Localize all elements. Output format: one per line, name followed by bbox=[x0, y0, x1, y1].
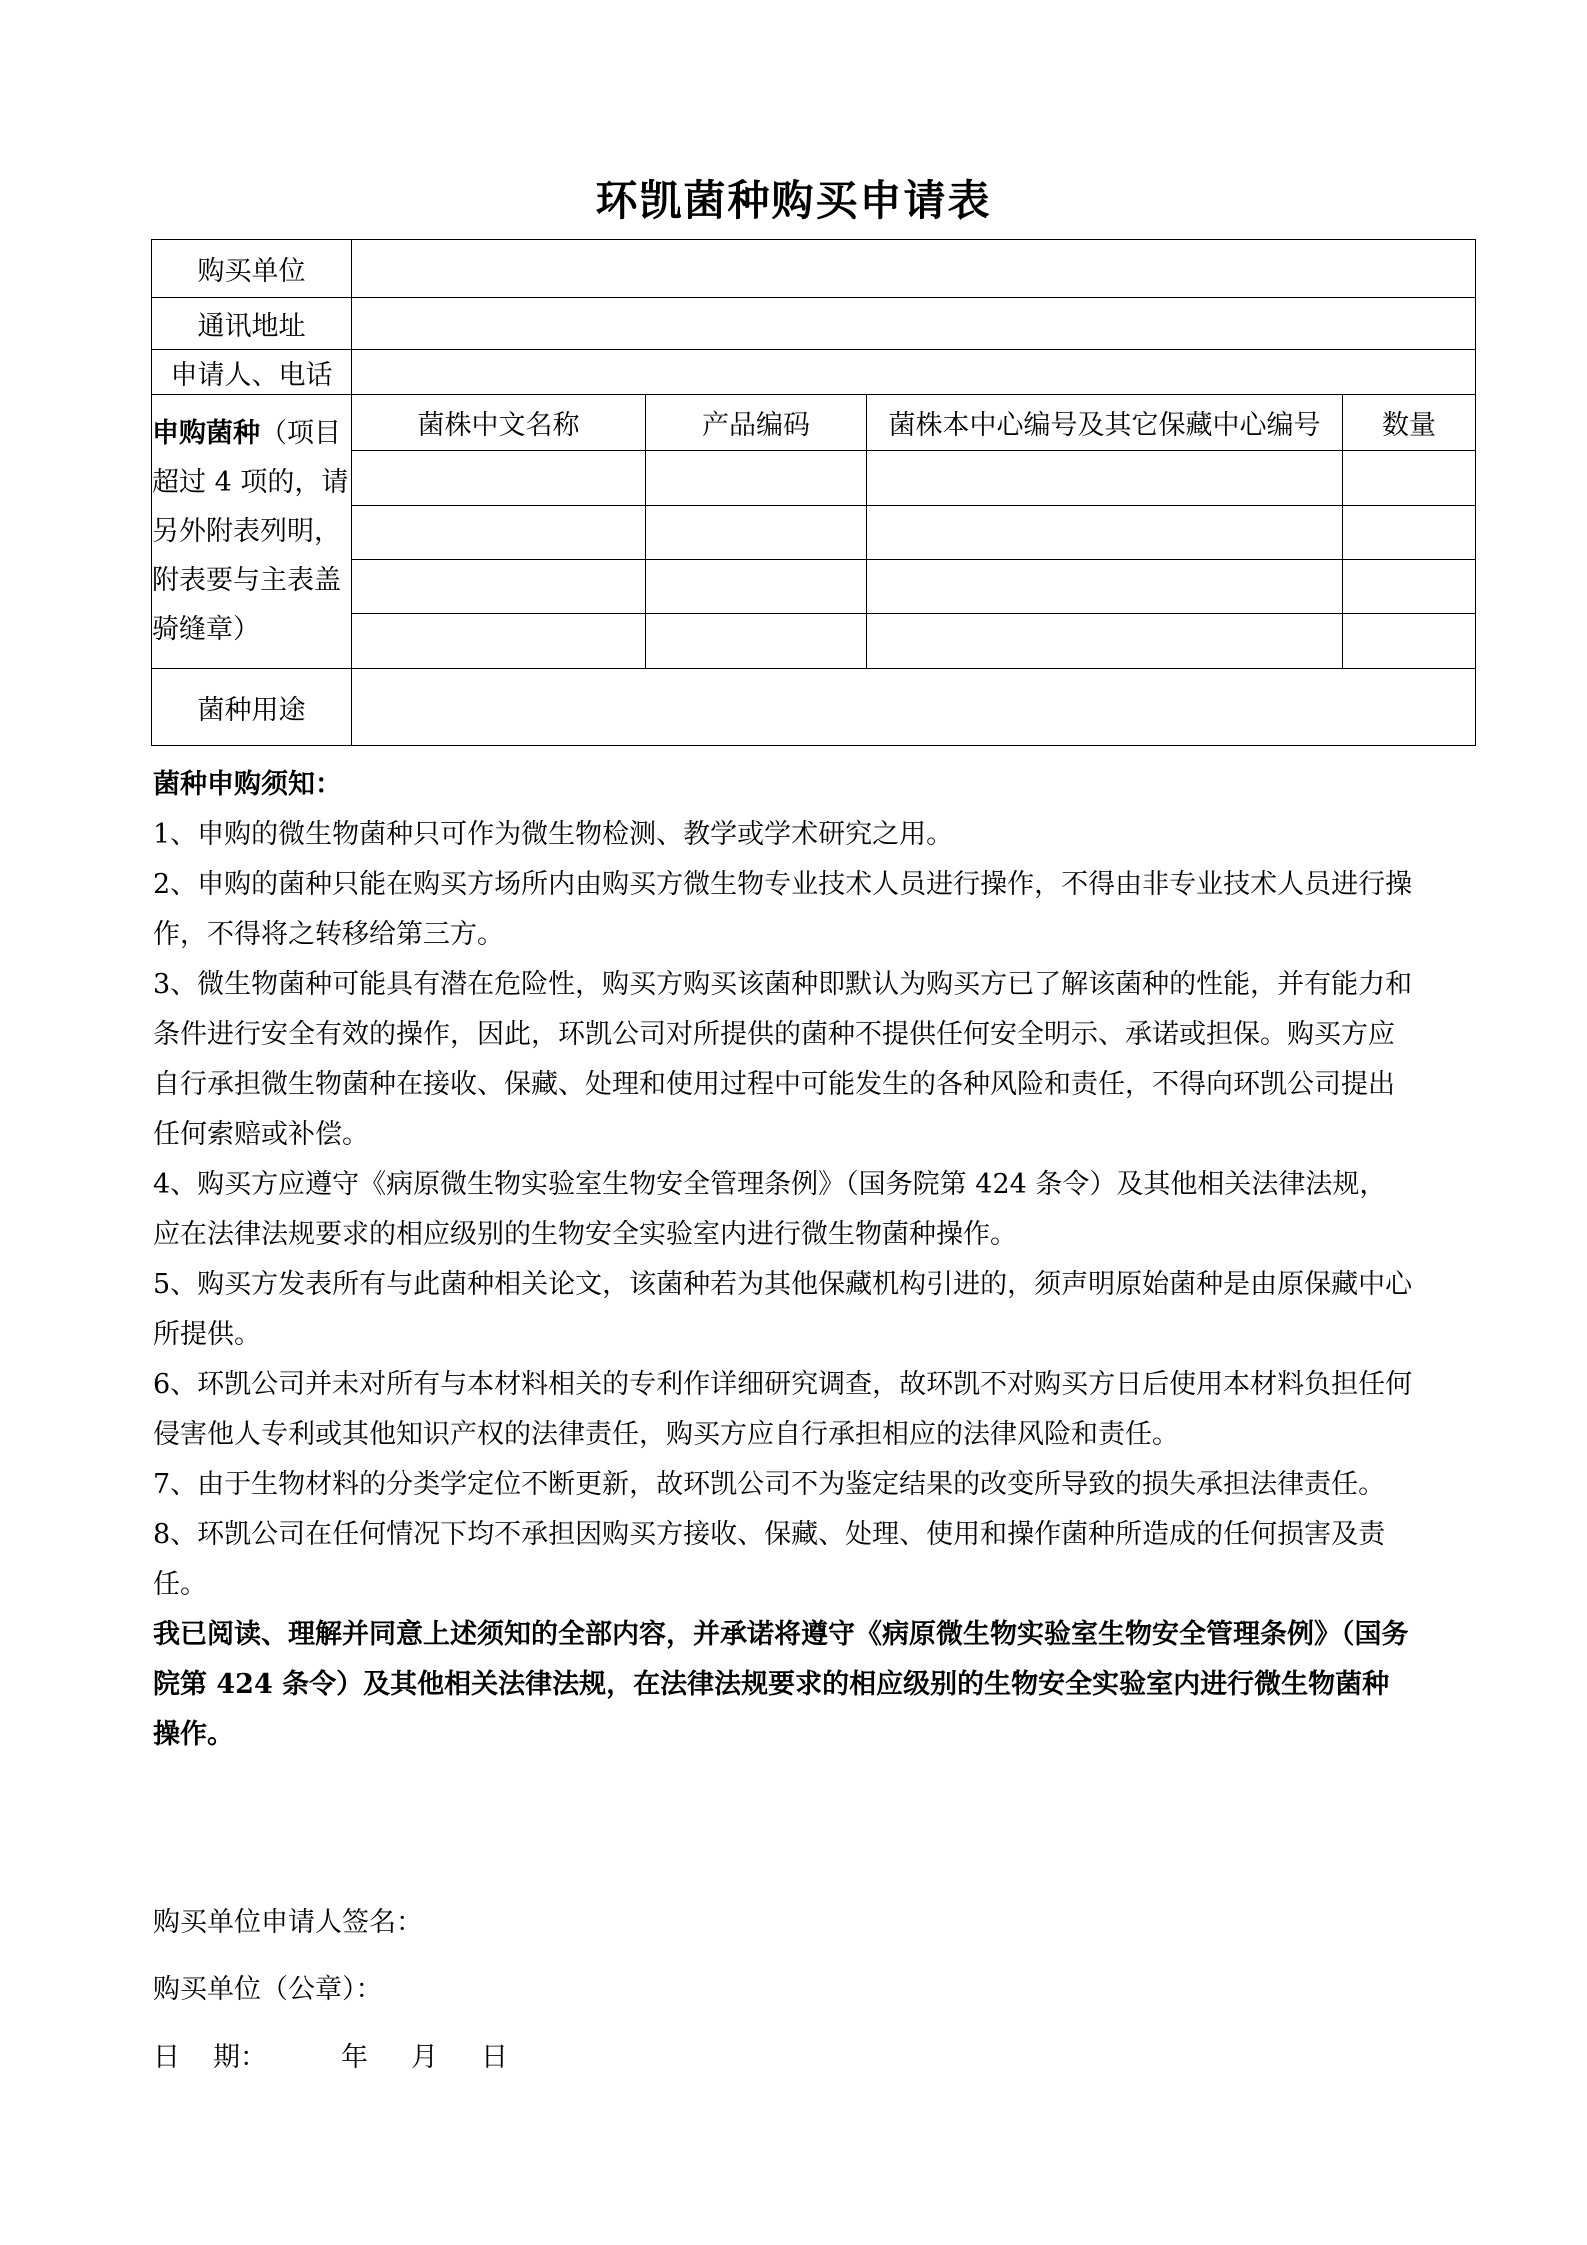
notice-heading: 菌种申购须知： bbox=[153, 769, 342, 800]
unit-seal-line bbox=[153, 1967, 683, 2006]
applicant-phone-row bbox=[152, 350, 1476, 395]
strain-number-cell[interactable] bbox=[867, 506, 1343, 560]
species-name-cell[interactable] bbox=[352, 560, 646, 614]
applicant-signature-label: 购买单位申请人签名： bbox=[153, 1907, 423, 1938]
address-label: 通讯地址 bbox=[152, 298, 352, 350]
species-label-bold: 申购菌种 bbox=[152, 418, 260, 449]
date-year-label: 年 bbox=[341, 2042, 368, 2073]
strain-number-cell[interactable] bbox=[867, 451, 1343, 506]
usage-label: 菌种用途 bbox=[152, 669, 352, 746]
species-label-note: （项目超过 4 项的，请另外附表列明，附表要与主表盖骑缝章） bbox=[152, 418, 349, 645]
applicant-signature-field[interactable] bbox=[423, 1909, 723, 1939]
notice-item: 1、申购的微生物菌种只可作为微生物检测、教学或学术研究之用。 bbox=[153, 819, 954, 850]
address-field[interactable] bbox=[352, 298, 1476, 350]
unit-seal-field[interactable] bbox=[383, 1976, 683, 2006]
quantity-cell[interactable] bbox=[1343, 614, 1476, 669]
applicant-phone-label: 申请人、电话 bbox=[152, 350, 352, 395]
buyer-unit-row bbox=[152, 240, 1476, 298]
application-form-table bbox=[151, 239, 1476, 746]
quantity-cell[interactable] bbox=[1343, 451, 1476, 506]
notice-item: 5、购买方发表所有与此菌种相关论文，该菌种若为其他保藏机构引进的，须声明原始菌种是由原保藏中心所提供。 bbox=[153, 1269, 1413, 1350]
column-header-quantity: 数量 bbox=[1343, 395, 1476, 451]
buyer-unit-field[interactable] bbox=[352, 240, 1476, 298]
date-label-char-1: 日 bbox=[153, 2042, 180, 2073]
notice-item: 2、申购的菌种只能在购买方场所内由购买方微生物专业技术人员进行操作，不得由非专业技术人员进行操作，不得将之转移给第三方。 bbox=[153, 869, 1413, 950]
applicant-signature-line bbox=[153, 1900, 723, 1939]
notice-item: 4、购买方应遵守《病原微生物实验室生物安全管理条例》（国务院第 424 条令）及其他相关法律法规，应在法律法规要求的相应级别的生物安全实验室内进行微生物菌种操作。 bbox=[153, 1169, 1387, 1250]
purchase-notice bbox=[153, 760, 1413, 1760]
date-month-label: 月 bbox=[411, 2042, 438, 2073]
product-code-cell[interactable] bbox=[646, 560, 867, 614]
quantity-cell[interactable] bbox=[1343, 506, 1476, 560]
date-label-char-2: 期： bbox=[213, 2042, 267, 2073]
column-header-code: 产品编码 bbox=[646, 395, 867, 451]
strain-number-cell[interactable] bbox=[867, 614, 1343, 669]
species-name-cell[interactable] bbox=[352, 506, 646, 560]
usage-field[interactable] bbox=[352, 669, 1476, 746]
buyer-unit-label: 购买单位 bbox=[152, 240, 352, 298]
column-header-name: 菌株中文名称 bbox=[352, 395, 646, 451]
date-day-label: 日 bbox=[481, 2042, 508, 2073]
species-name-cell[interactable] bbox=[352, 451, 646, 506]
notice-item: 3、微生物菌种可能具有潜在危险性，购买方购买该菌种即默认为购买方已了解该菌种的性能，并有能力和条件进行安全有效的操作，因此，环凯公司对所提供的菌种不提供任何安全明示、承诺或担保。购买方应自行承担微生物菌种在接收、保藏、处理和使用过程中可能发生的各种风险和责任，不得向环凯公司提出任何索赔或补偿。 bbox=[153, 969, 1413, 1150]
unit-seal-label: 购买单位（公章）： bbox=[153, 1974, 383, 2005]
agreement-statement: 我已阅读、理解并同意上述须知的全部内容，并承诺将遵守《病原微生物实验室生物安全管理条例》（国务院第 424 条令）及其他相关法律法规，在法律法规要求的相应级别的生物安全实验室内进行微生物菌种操作。 bbox=[153, 1619, 1409, 1750]
notice-item: 6、环凯公司并未对所有与本材料相关的专利作详细研究调查，故环凯不对购买方日后使用本材料负担任何侵害他人专利或其他知识产权的法律责任，购买方应自行承担相应的法律风险和责任。 bbox=[153, 1369, 1413, 1450]
product-code-cell[interactable] bbox=[646, 451, 867, 506]
product-code-cell[interactable] bbox=[646, 506, 867, 560]
strain-number-cell[interactable] bbox=[867, 560, 1343, 614]
quantity-cell[interactable] bbox=[1343, 560, 1476, 614]
usage-row bbox=[152, 669, 1476, 746]
species-label-cell bbox=[152, 395, 352, 669]
applicant-phone-field[interactable] bbox=[352, 350, 1476, 395]
species-name-cell[interactable] bbox=[352, 614, 646, 669]
page-title: 环凯菌种购买申请表 bbox=[595, 176, 992, 225]
notice-item: 7、由于生物材料的分类学定位不断更新，故环凯公司不为鉴定结果的改变所导致的损失承担法律责任。 bbox=[153, 1469, 1386, 1500]
address-row bbox=[152, 298, 1476, 350]
date-line bbox=[153, 2035, 508, 2074]
product-code-cell[interactable] bbox=[646, 614, 867, 669]
column-header-strain-number: 菌株本中心编号及其它保藏中心编号 bbox=[867, 395, 1343, 451]
species-header-row bbox=[152, 395, 1476, 451]
notice-item: 8、环凯公司在任何情况下均不承担因购买方接收、保藏、处理、使用和操作菌种所造成的任何损害及责任。 bbox=[153, 1519, 1386, 1600]
